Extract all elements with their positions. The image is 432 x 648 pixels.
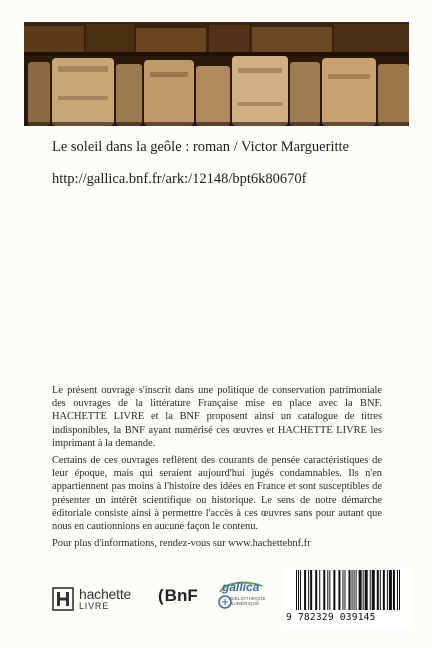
notice-paragraph-3: Pour plus d'informations, rendez-vous sur www.hachettebnf.fr [52, 538, 311, 550]
barcode-bar-1 [298, 570, 299, 610]
notice-paragraph-2: Certains de ces ouvrages reflètent des courants de pensée caractéristiques de leur époque, mais qui seraient aujourd'hui jugés condamnables. Ils n'en appartiennent pas moins à l'histoire des idées en France et sont susceptibles de présenter un intérêt scientifique ou historique. Le sens de notre démarche éditoriale consiste ainsi à permettre l'accès à ces œuvres sans pour autant que nous en cautionnions en aucune façon le contenu. [52, 455, 382, 533]
barcode-bar-8 [323, 570, 325, 610]
notice-paragraph-1: Le présent ouvrage s'inscrit dans une politique de conservation patrimoniale des ouvrages de la littérature Française mise en place avec la BNF. HACHETTE LIVRE et la BNF proposent ainsi un catalogue de titres indisponibles, la BNF ayant numérisé ces œuvres et HACHETTE LIVRE les imprimant à la demande. [52, 385, 382, 449]
barcode-bar-12 [338, 570, 340, 610]
barcode-bar-13 [342, 570, 343, 610]
barcode-bar-7 [319, 570, 320, 610]
barcode-bars [294, 570, 404, 612]
gallica-sub-line-2: NUMÉRIQUE [230, 601, 260, 606]
hachette-sub: LIVRE [79, 601, 110, 611]
gallica-sub-line-1: BIBLIOTHÈQUE [230, 596, 266, 601]
hachette-livre-logo [52, 586, 144, 614]
isbn-barcode [286, 567, 410, 629]
barcode-bar-9 [327, 570, 328, 610]
barcode-bar-21 [365, 570, 368, 610]
gallica-name: gallica [222, 580, 260, 594]
barcode-bar-26 [383, 570, 385, 610]
gallica-subtitle [230, 596, 266, 606]
barcode-bar-3 [304, 570, 306, 610]
bookshelf-banner-image [24, 22, 409, 126]
barcode-bar-20 [363, 570, 364, 610]
barcode-bar-5 [310, 570, 312, 610]
editorial-notice [52, 384, 382, 554]
bnf-name: BnF [164, 586, 198, 605]
barcode-bar-14 [344, 570, 345, 610]
bnf-logo [158, 586, 206, 612]
barcode-bar-29 [393, 570, 395, 610]
barcode-bar-30 [397, 570, 398, 610]
barcode-bar-6 [315, 570, 317, 610]
barcode-bar-17 [354, 570, 355, 610]
barcode-bar-10 [329, 570, 330, 610]
shelf-top [24, 22, 409, 56]
barcode-bar-25 [380, 570, 381, 610]
barcode-bar-15 [349, 570, 351, 610]
gallica-logo [216, 578, 270, 614]
gallica-url: http://gallica.bnf.fr/ark:/12148/bpt6k80670f [52, 171, 307, 187]
barcode-bar-4 [308, 570, 309, 610]
hachette-name: hachette [79, 586, 132, 602]
bnf-bracket-icon: ( [158, 586, 164, 605]
barcode-bar-2 [300, 570, 301, 610]
barcode-bar-22 [370, 570, 371, 610]
hachette-mark-icon [52, 587, 74, 611]
barcode-bar-19 [359, 570, 362, 610]
barcode-bar-23 [372, 570, 375, 610]
book-title: Le soleil dans la geôle : roman / Victor Margueritte [52, 139, 349, 155]
book-spines [24, 56, 409, 126]
barcode-bar-31 [399, 570, 400, 610]
barcode-bar-27 [387, 570, 388, 610]
barcode-bar-24 [377, 570, 379, 610]
barcode-bar-18 [356, 570, 357, 610]
barcode-bar-28 [389, 570, 392, 610]
barcode-digits: 9 782329 039145 [286, 612, 376, 623]
barcode-bar-11 [333, 570, 335, 610]
barcode-bar-16 [352, 570, 353, 610]
barcode-bar-0 [296, 570, 297, 610]
